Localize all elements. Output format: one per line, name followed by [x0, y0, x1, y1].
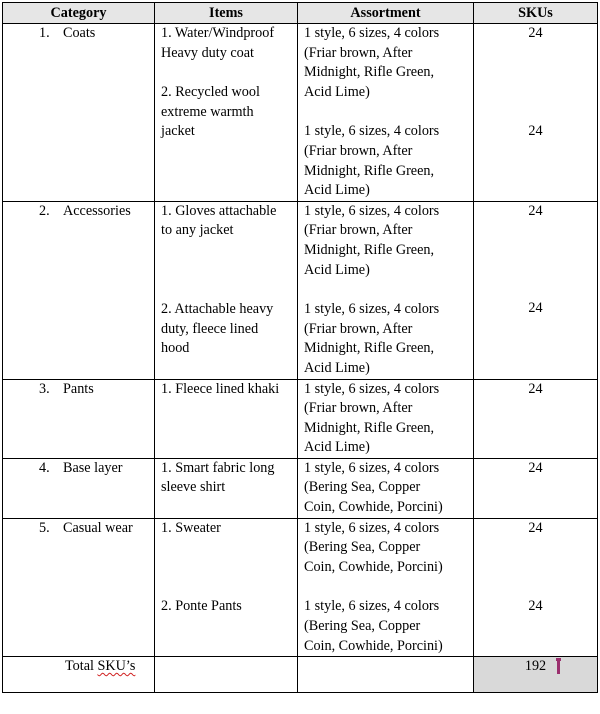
assortment-text: 1 style, 6 sizes, 4 colors (Bering Sea, Copper Coin, Cowhide, Porcini)	[304, 519, 443, 575]
sku-cell[interactable]	[474, 458, 598, 518]
table-row	[3, 518, 598, 657]
total-assortment-cell[interactable]	[298, 657, 474, 693]
category-label: Casual wear	[63, 519, 133, 536]
sku-cell[interactable]	[474, 201, 598, 379]
sku-value: 24	[528, 300, 543, 317]
item-text: 1. Water/Windproof Heavy duty coat	[161, 25, 275, 61]
category-number: 5.	[39, 519, 50, 536]
item-text: 1. Gloves attachable to any jacket	[161, 202, 277, 239]
total-label: Total	[65, 658, 94, 675]
assortment-text: 1 style, 6 sizes, 4 colors (Bering Sea, Copper Coin, Cowhide, Porcini)	[304, 459, 443, 516]
items-cell[interactable]	[155, 379, 298, 458]
category-label: Coats	[63, 25, 96, 41]
category-cell[interactable]	[3, 201, 155, 379]
sku-value: 24	[528, 122, 543, 139]
sku-table	[2, 2, 598, 693]
assortment-text: 1 style, 6 sizes, 4 colors (Bering Sea, Copper Coin, Cowhide, Porcini)	[304, 598, 443, 654]
sku-cell[interactable]	[474, 518, 598, 657]
assortment-cell[interactable]	[298, 458, 474, 518]
category-number: 2.	[39, 202, 50, 219]
sku-value: 24	[528, 202, 543, 219]
items-cell[interactable]	[155, 458, 298, 518]
category-label: Base layer	[63, 459, 123, 476]
sku-value: 24	[528, 380, 543, 397]
items-cell[interactable]	[155, 24, 298, 202]
category-cell[interactable]	[3, 518, 155, 657]
assortment-text: 1 style, 6 sizes, 4 colors (Friar brown, After Midnight, Rifle Green, Acid Lime)	[304, 202, 440, 278]
item-text: 1. Fleece lined khaki	[161, 380, 280, 397]
table-row	[3, 24, 598, 202]
assortment-text: 1 style, 6 sizes, 4 colors (Friar brown, After Midnight, Rifle Green, Acid Lime)	[304, 123, 440, 199]
item-text: 2. Ponte Pants	[161, 598, 242, 615]
category-label: Pants	[63, 380, 94, 397]
total-sku-cell[interactable]	[474, 657, 598, 693]
category-cell[interactable]	[3, 458, 155, 518]
header-category[interactable]: Category	[3, 3, 155, 24]
text-cursor-icon	[557, 660, 560, 674]
header-assortment[interactable]: Assortment	[298, 3, 474, 24]
assortment-cell[interactable]	[298, 379, 474, 458]
item-text: 2. Attachable heavy duty, fleece lined hood	[161, 300, 274, 357]
total-items-cell[interactable]	[155, 657, 298, 693]
items-cell[interactable]	[155, 518, 298, 657]
category-cell[interactable]	[3, 379, 155, 458]
category-cell[interactable]	[3, 24, 155, 202]
assortment-text: 1 style, 6 sizes, 4 colors (Friar brown, After Midnight, Rifle Green, Acid Lime)	[304, 25, 440, 100]
category-label: Accessories	[63, 202, 131, 219]
category-number: 1.	[39, 25, 50, 41]
assortment-cell[interactable]	[298, 518, 474, 657]
assortment-cell[interactable]	[298, 24, 474, 202]
header-row	[3, 3, 598, 24]
category-number: 4.	[39, 459, 50, 476]
assortment-text: 1 style, 6 sizes, 4 colors (Friar brown, After Midnight, Rifle Green, Acid Lime)	[304, 301, 440, 376]
item-text: 1. Smart fabric long sleeve shirt	[161, 459, 275, 496]
item-text: 2. Recycled wool extreme warmth jacket	[161, 84, 260, 140]
assortment-text: 1 style, 6 sizes, 4 colors (Friar brown, After Midnight, Rifle Green, Acid Lime)	[304, 380, 440, 456]
sku-cell[interactable]	[474, 379, 598, 458]
total-row	[3, 657, 598, 693]
table-row	[3, 201, 598, 379]
item-text: 1. Sweater	[161, 519, 221, 536]
document-page	[2, 2, 598, 693]
total-label-spellcheck: SKU’s	[97, 658, 136, 675]
items-cell[interactable]	[155, 201, 298, 379]
header-skus[interactable]: SKUs	[474, 3, 598, 24]
table-row	[3, 379, 598, 458]
sku-value: 24	[528, 598, 543, 615]
header-items[interactable]: Items	[155, 3, 298, 24]
sku-cell[interactable]	[474, 24, 598, 202]
total-value: 192	[524, 658, 547, 675]
sku-value: 24	[528, 459, 543, 476]
category-number: 3.	[39, 380, 50, 397]
assortment-cell[interactable]	[298, 201, 474, 379]
sku-value: 24	[528, 25, 543, 41]
sku-value: 24	[528, 519, 543, 536]
table-row	[3, 458, 598, 518]
total-label-cell[interactable]	[3, 657, 155, 693]
